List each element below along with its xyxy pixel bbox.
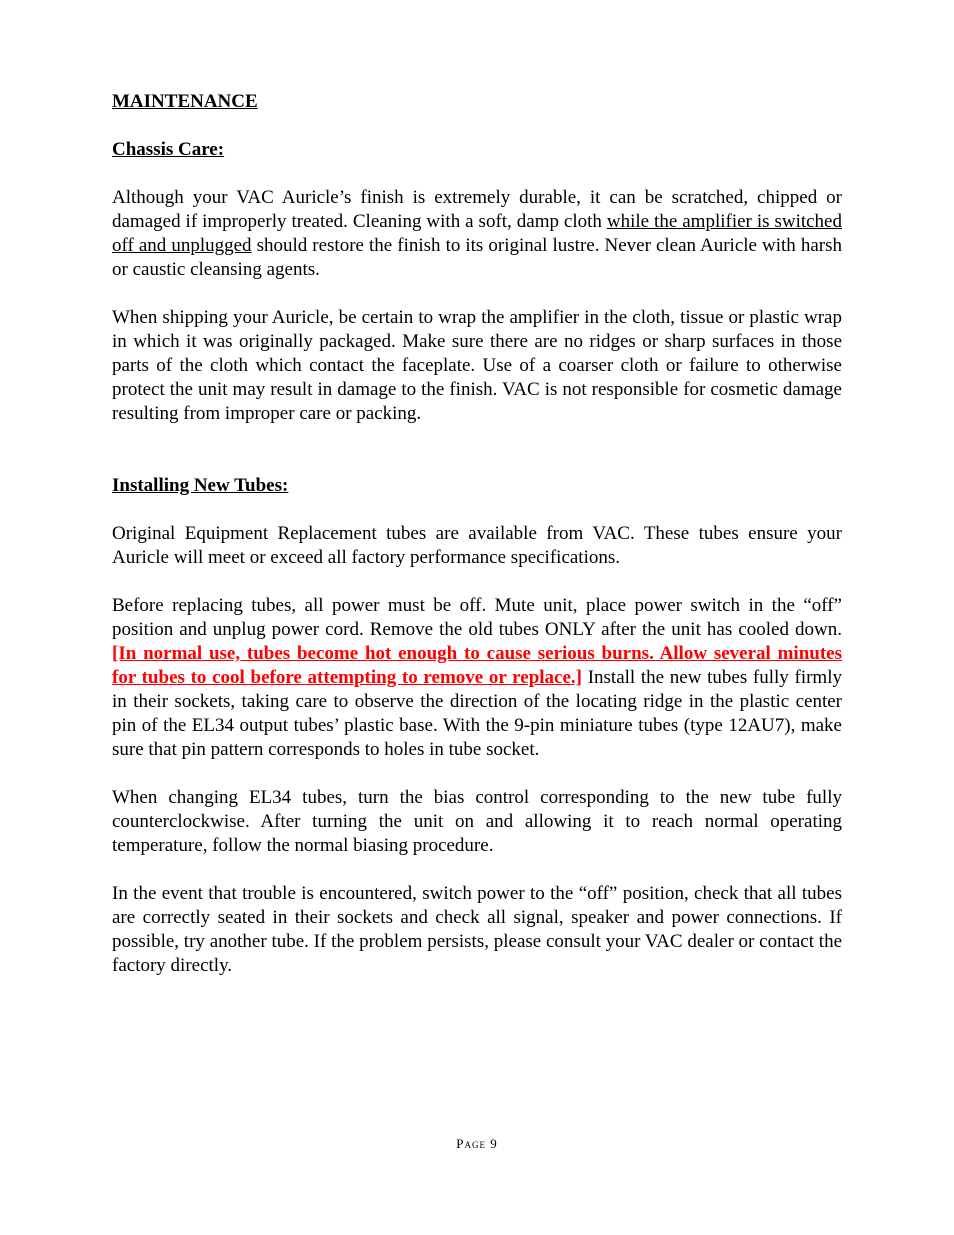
chassis-care-underlined-text: while the amplifier is switched off and unplugged: [112, 211, 842, 256]
installing-tubes-text-a: Before replacing tubes, all power must be off. Mute unit, place power switch in the “off” position and unplug power cord. Remove the old tubes ONLY after the unit has cooled down.: [112, 595, 842, 640]
section-spacer: [112, 450, 842, 474]
installing-tubes-text-b: Install the new tubes fully firmly in their sockets, taking care to observe the direction of the locating ridge in the plastic center pin of the EL34 output tubes’ plastic base. With the 9-pin miniature tubes (type 12AU7), make sure that pin pattern corresponds to holes in tube socket.: [112, 667, 842, 760]
page-title: MAINTENANCE: [112, 91, 258, 112]
chassis-care-heading: Chassis Care:: [112, 139, 225, 160]
page-number: Page 9: [456, 1136, 498, 1151]
installing-tubes-paragraph-4: In the event that trouble is encountered, switch power to the “off” position, check that all tubes are correctly seated in their sockets and check all signal, speaker and power connections. If possible, try another tube. If the problem persists, please consult your VAC dealer or contact the factory directly.: [112, 883, 842, 976]
chassis-care-paragraph-2: When shipping your Auricle, be certain to wrap the amplifier in the cloth, tissue or plastic wrap in which it was originally packaged. Make sure there are no ridges or sharp surfaces in those parts of the cloth which contact the faceplate. Use of a coarser cloth or failure to otherwise protect the unit may result in damage to the finish. VAC is not responsible for cosmetic damage resulting from improper care or packing.: [112, 307, 842, 424]
chassis-care-paragraph-1: [112, 186, 842, 282]
chassis-care-text-a: Although your VAC Auricle’s finish is extremely durable, it can be scratched, chipped or damaged if improperly treated. Cleaning with a soft, damp cloth: [112, 187, 842, 232]
chassis-care-text-b: should restore the finish to its original lustre. Never clean Auricle with harsh or caustic cleansing agents.: [112, 235, 842, 280]
document-body: [112, 90, 842, 1002]
installing-tubes-paragraph-1: Original Equipment Replacement tubes are available from VAC. These tubes ensure your Auricle will meet or exceed all factory performance specifications.: [112, 523, 842, 568]
installing-tubes-paragraph-3: When changing EL34 tubes, turn the bias control corresponding to the new tube fully counterclockwise. After turning the unit on and allowing it to reach normal operating temperature, follow the normal biasing procedure.: [112, 787, 842, 856]
installing-tubes-paragraph-2: [112, 594, 842, 762]
burn-warning-text: [In normal use, tubes become hot enough to cause serious burns. Allow several minutes for tubes to cool before attempting to remove or replace.]: [112, 643, 842, 688]
installing-tubes-heading: Installing New Tubes:: [112, 475, 289, 496]
